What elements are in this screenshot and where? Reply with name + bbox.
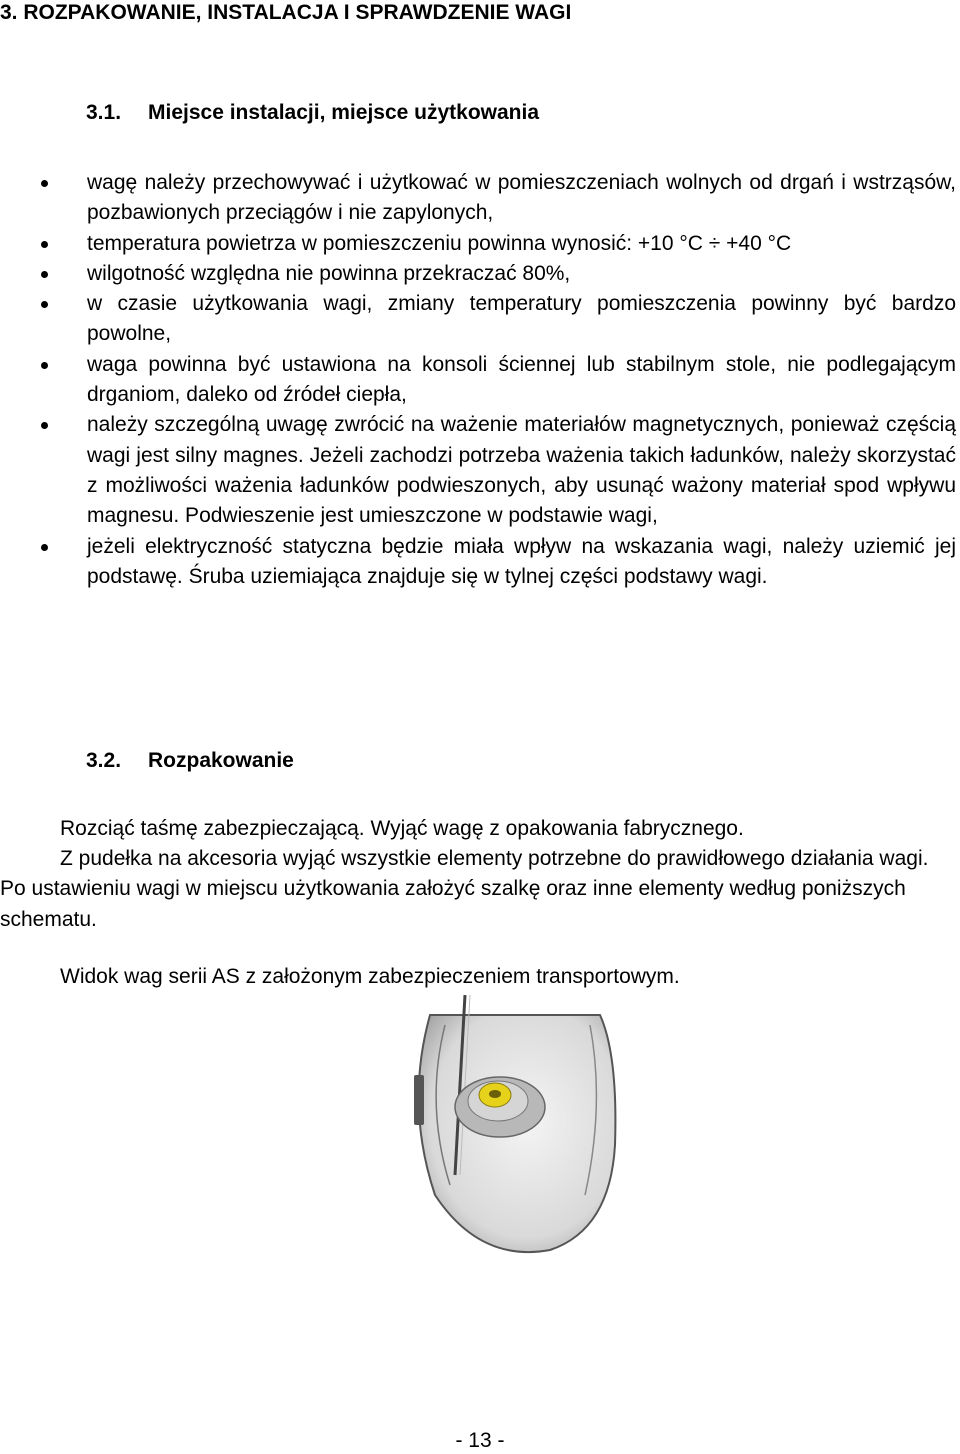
- subsection-number: 3.1.: [86, 101, 122, 124]
- list-item: [0, 168, 960, 229]
- list-item-text: temperatura powietrza w pomieszczeniu powinna wynosić: +10 °C ÷ +40 °C: [87, 231, 792, 255]
- section-heading: 3. ROZPAKOWANIE, INSTALACJA I SPRAWDZENIE WAGI: [0, 1, 572, 24]
- subsection-title: Miejsce instalacji, miejsce użytkowania: [148, 101, 540, 124]
- subsection-heading-3-1: [86, 100, 539, 126]
- list-item-text: waga powinna być ustawiona na konsoli ściennej lub stabilnym stole, nie podlegającym drganiom, daleko od źródeł ciepła,: [87, 352, 956, 407]
- unpack-paragraph-1: Rozciąć taśmę zabezpieczającą. Wyjąć wagę z opakowania fabrycznego.: [60, 817, 744, 840]
- list-item: [0, 259, 960, 289]
- list-item: [0, 289, 960, 350]
- list-item-text: w czasie użytkowania wagi, zmiany temperatury pomieszczenia powinny być bardzo powolne,: [87, 292, 956, 346]
- list-item-text: należy szczególną uwagę zwrócić na ważenie materiałów magnetycznych, ponieważ częścią wagi jest silny magnes. Jeżeli zachodzi potrzeba ważenia takich ładunków, należy skorzystać z możliwości ważenia ładunków podwieszonych, aby usunąć ważony materiał spod wpływu magnesu. Podwieszenie jest umieszczone w podstawie wagi,: [87, 413, 956, 528]
- list-item: [0, 532, 960, 593]
- scale-transport-lock-image: [400, 995, 620, 1265]
- bullet-icon: [41, 422, 48, 429]
- page-number: - 13 -: [455, 1429, 505, 1452]
- subsection-title: Rozpakowanie: [148, 749, 294, 772]
- list-item: [0, 229, 960, 259]
- subsection-heading-3-2: [86, 748, 294, 774]
- subsection-number: 3.2.: [86, 749, 122, 772]
- scale-photo: [400, 995, 620, 1265]
- bullet-icon: [41, 180, 48, 187]
- list-item-text: wagę należy przechowywać i użytkować w pomieszczeniach wolnych od drgań i wstrząsów, pozbawionych przeciągów i nie zapylonych,: [87, 171, 956, 225]
- bullet-icon: [41, 362, 48, 369]
- installation-requirements-list: [0, 168, 960, 592]
- bullet-icon: [41, 241, 48, 248]
- figure-caption: Widok wag serii AS z założonym zabezpieczeniem transportowym.: [60, 965, 680, 988]
- list-item: [0, 350, 960, 411]
- list-item-text: jeżeli elektryczność statyczna będzie miała wpływ na wskazania wagi, należy uziemić jej podstawę. Śruba uziemiająca znajduje się w tylnej części podstawy wagi.: [87, 534, 956, 588]
- unpack-paragraph-2: Z pudełka na akcesoria wyjąć wszystkie elementy potrzebne do prawidłowego działania wagi. Po ustawieniu wagi w miejscu użytkowania założyć szalkę oraz inne elementy według poniższych schematu.: [0, 847, 929, 931]
- bullet-icon: [41, 544, 48, 551]
- list-item-text: wilgotność względna nie powinna przekraczać 80%,: [87, 261, 571, 285]
- list-item: [0, 410, 960, 531]
- bullet-icon: [41, 301, 48, 308]
- bullet-icon: [41, 271, 48, 278]
